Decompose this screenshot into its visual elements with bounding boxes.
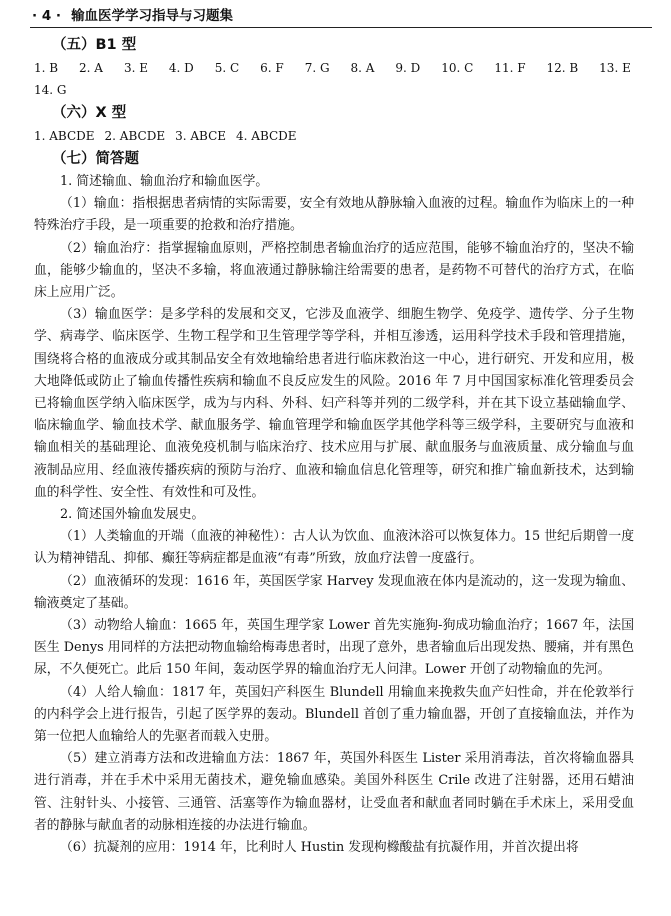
answer-item: 4. D (168, 61, 194, 75)
page-body (34, 33, 634, 859)
answer-paragraph: （4）人给人输血：1817 年，英国妇产科医生 Blundell 用输血来挽救失血产妇性命，并在伦敦举行的内科学会上进行报告，引起了医学界的轰动。Blundell 首创了重力输血器，开创了直接输血法，并作为第一位把人血输给人的先驱者而载入史册。 (34, 684, 634, 745)
answer-item: 2. A (79, 61, 103, 75)
section-short-title: （七）简答题 (52, 151, 139, 167)
answer-item: 3. E (123, 61, 148, 75)
answer-paragraph: （1）人类输血的开端（血液的神秘性）：古人认为饮血、血液沐浴可以恢复体力。15 世纪后期曾一度认为精神错乱、抑郁、癫狂等病症都是血液“有毒”所致，放血疗法曾一度盛行。 (34, 529, 634, 567)
answer-item: 8. A (350, 61, 375, 75)
answer-paragraph: （2）血液循环的发现：1616 年，英国医学家 Harvey 发现血液在体内是流动的，这一发现为输血、输液奠定了基础。 (34, 573, 634, 611)
b1-answers-row (34, 57, 631, 79)
answer-paragraph: （1）输血：指根据患者病情的实际需要，安全有效地从静脉输入血液的过程。输血作为临床上的一种特殊治疗手段，是一项重要的抢救和治疗措施。 (34, 196, 634, 234)
answer-paragraph: （3）动物给人输血：1665 年，英国生理学家 Lower 首先实施狗-狗成功输血治疗；1667 年，法国医生 Denys 用同样的方法把动物血输给梅毒患者时，出现了意外，患者输血后出现发热、腰痛，并有黑色尿，不久便死亡。此后 150 年间，轰动医学界的输血治疗无人问津。Lower 开创了动物输血的先河。 (34, 618, 634, 678)
answer-paragraph: （5）建立消毒方法和改进输血方法：1867 年，英国外科医生 Lister 采用消毒法，首次将输血器具进行消毒，并在手术中采用无菌技术，避免输血感染。美国外科医生 Crile 改进了注射器，还用石蜡油管、注射针头、小接管、三通管、活塞等作为输血器材，让受血者和献血者同时躺在手术床上，采用受血者的静脉与献血者的动脉相连接的办法进行输血。 (34, 751, 634, 833)
question-2: 2. 简述国外输血发展史。 (60, 507, 205, 523)
answer-paragraph: （2）输血治疗：指掌握输血原则，严格控制患者输血治疗的适应范围，能够不输血治疗的，坚决不输血，能够少输血的，坚决不多输，将血液通过静脉输注给需要的患者，是药物不可替代的治疗方式，在临床上应用广泛。 (34, 240, 634, 301)
b1-answers-row (34, 79, 634, 101)
x-answers-row (34, 125, 634, 147)
answer-item: 1. ABCDE (34, 129, 95, 143)
section-x-title: （六）X 型 (52, 105, 127, 121)
answer-item: 1. B (34, 61, 59, 75)
answer-item: 3. ABCE (175, 129, 227, 143)
answer-item: 14. G (34, 83, 67, 97)
answer-item: 6. F (260, 61, 284, 75)
answer-item: 4. ABCDE (236, 129, 297, 143)
page-number: · 4 · (32, 8, 62, 24)
answer-item: 13. E (599, 61, 631, 75)
answer-item: 10. C (441, 61, 474, 75)
answer-item: 11. F (494, 61, 526, 75)
answer-item: 2. ABCDE (104, 129, 166, 143)
answer-paragraph: （6）抗凝剂的应用：1914 年，比利时人 Hustin 发现枸橼酸盐有抗凝作用，并首次提出将 (60, 840, 579, 856)
page-header (32, 6, 652, 26)
answer-item: 7. G (304, 61, 330, 75)
answer-item: 9. D (395, 61, 421, 75)
question-1: 1. 简述输血、输血治疗和输血医学。 (60, 174, 269, 189)
answer-item: 12. B (546, 61, 579, 75)
answer-paragraph: （3）输血医学：是多学科的发展和交叉，它涉及血液学、细胞生物学、免疫学、遗传学、分子生物学、病毒学、临床医学、生物工程学和卫生管理学等学科，并相互渗透，运用科学技术手段和管理措施，围绕将合格的血液成分或其制品安全有效地输给患者进行临床救治这一中心，进行研究、开发和应用，极大地降低或防止了输血传播性疾病和输血不良反应发生的风险。2016 年 7 月中国国家标准化管理委员会已将输血医学纳入临床医学，成为与内科、外科、妇产科等并列的二级学科，并在其下设立基础输血学、临床输血学、输血技术学、献血服务学、输血管理学和输血医学其他学科等三级学科，主要研究与血液和输血相关的基础理论、血液免疫机制与临床治疗、技术应用与扩展、献血服务与血液质量、成分输血与血液制品应用、经血液传播疾病的预防与治疗、血液和输血信息化管理等，研究和推广输血新技术，达到输血的科学性、安全性、有效性和可及性。 (34, 307, 634, 500)
header-rule (30, 27, 652, 28)
section-b1-title: （五）B1 型 (52, 37, 137, 53)
book-title: 输血医学学习指导与习题集 (71, 8, 234, 24)
answer-item: 5. C (214, 61, 240, 75)
